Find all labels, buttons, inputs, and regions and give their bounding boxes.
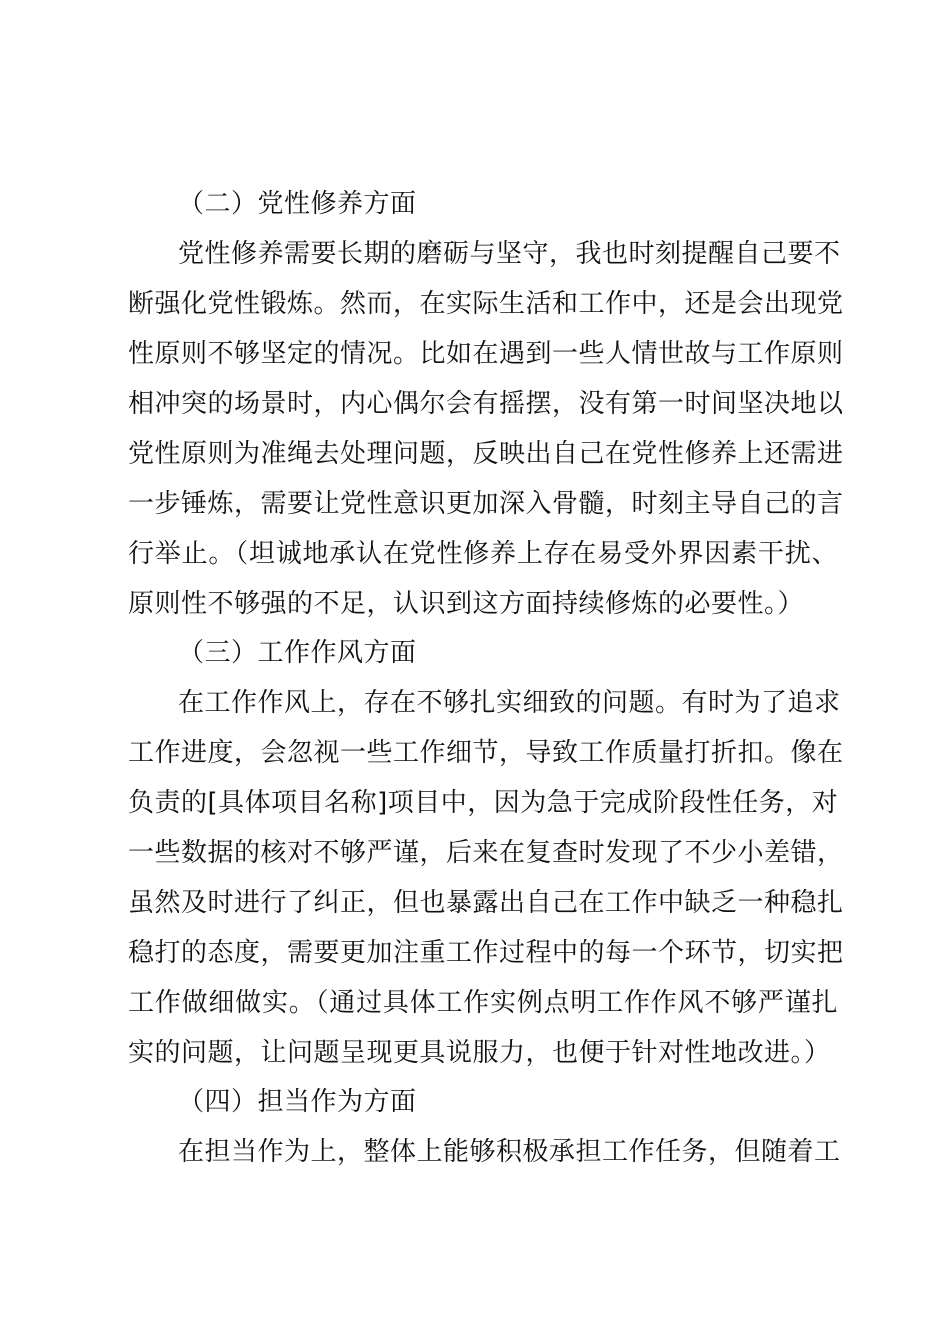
paragraph-line: 工作做细做实。（通过具体工作实例点明工作作风不够严谨扎 — [128, 988, 838, 1018]
paragraph-line: 党性原则为准绳去处理问题，反映出自己在党性修养上还需进 — [128, 439, 844, 469]
paragraph-line: 稳打的态度，需要更加注重工作过程中的每一个环节，切实把 — [128, 938, 844, 968]
paragraph-line: 在担当作为上，整体上能够积极承担工作任务，但随着工 — [178, 1137, 841, 1167]
paragraph-line: 断强化党性锻炼。然而，在实际生活和工作中，还是会出现党 — [128, 289, 844, 319]
section-heading-work-style: （三）工作作风方面 — [178, 638, 417, 668]
paragraph-line: 工作进度，会忽视一些工作细节，导致工作质量打折扣。像在 — [128, 738, 844, 768]
section-heading-party-cultivation: （二）党性修养方面 — [178, 189, 417, 219]
paragraph-line: 一些数据的核对不够严谨，后来在复查时发现了不少小差错， — [128, 838, 844, 868]
paragraph-line: 原则性不够强的不足，认识到这方面持续修炼的必要性。） — [128, 589, 805, 619]
paragraph-line: 相冲突的场景时，内心偶尔会有摇摆，没有第一时间坚决地以 — [128, 389, 844, 419]
paragraph-line: 行举止。（坦诚地承认在党性修养上存在易受外界因素干扰、 — [128, 539, 838, 569]
paragraph-line: 在工作作风上，存在不够扎实细致的问题。有时为了追求 — [178, 688, 841, 718]
paragraph-line: 实的问题，让问题呈现更具说服力，也便于针对性地改进。） — [128, 1038, 831, 1068]
paragraph-line: 党性修养需要长期的磨砺与坚守，我也时刻提醒自己要不 — [178, 239, 841, 269]
paragraph-line: 虽然及时进行了纠正，但也暴露出自己在工作中缺乏一种稳扎 — [128, 888, 844, 918]
paragraph-line: 负责的[具体项目名称]项目中，因为急于完成阶段性任务，对 — [128, 788, 839, 818]
section-heading-responsibility: （四）担当作为方面 — [178, 1087, 417, 1117]
paragraph-line: 一步锤炼，需要让党性意识更加深入骨髓，时刻主导自己的言 — [128, 489, 844, 519]
paragraph-line: 性原则不够坚定的情况。比如在遇到一些人情世故与工作原则 — [128, 339, 844, 369]
